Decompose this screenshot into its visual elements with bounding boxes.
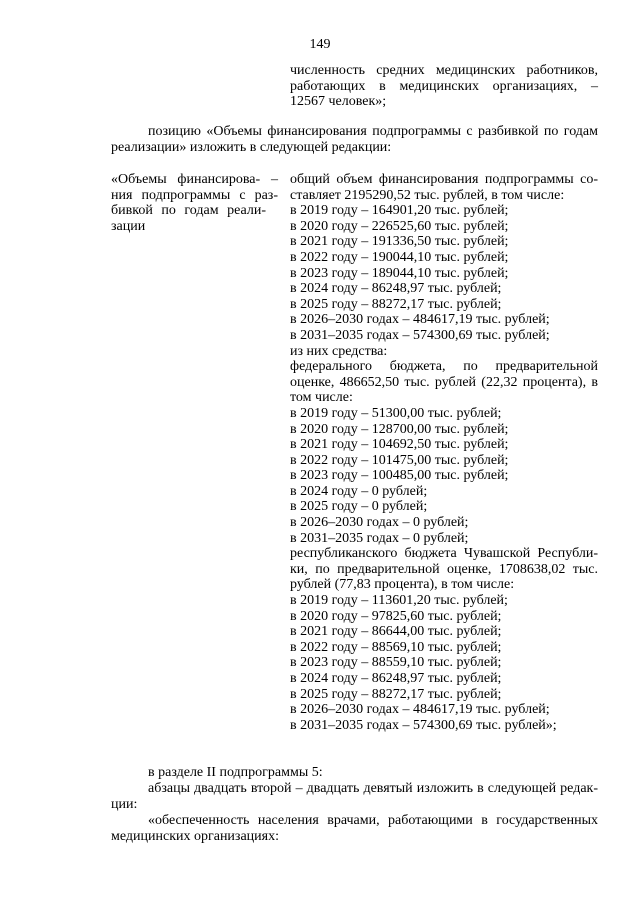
text-line: в 2025 году – 88272,17 тыс. рублей; bbox=[290, 686, 502, 702]
text-line: из них средства: bbox=[290, 343, 388, 359]
text-line: в 2023 году – 189044,10 тыс. рублей; bbox=[290, 265, 509, 281]
text-line: в 2019 году – 51300,00 тыс. рублей; bbox=[290, 405, 502, 421]
text-line: в 2019 году – 113601,20 тыс. рублей; bbox=[290, 593, 508, 609]
text-line: абзацы двадцать второй – двадцать девятый изложить в следующей редак- bbox=[148, 781, 598, 796]
text-line: оценке, 486652,50 тыс. рублей (22,32 процента), в bbox=[290, 374, 598, 390]
text-line: том числе: bbox=[290, 390, 353, 406]
text-line: в 2024 году – 86248,97 тыс. рублей; bbox=[290, 281, 502, 297]
text-line: в 2023 году – 88559,10 тыс. рублей; bbox=[290, 655, 502, 671]
text-line: в 2022 году – 101475,00 тыс. рублей; bbox=[290, 452, 509, 468]
text-line: в 2031–2035 годах – 0 рублей; bbox=[290, 530, 469, 546]
text-line: общий объем финансирования подпрограммы со- bbox=[290, 172, 598, 187]
text-line: республиканского бюджета Чувашской Республи- bbox=[290, 546, 598, 562]
text-line: в 2021 году – 104692,50 тыс. рублей; bbox=[290, 437, 509, 453]
page-number: 149 bbox=[309, 37, 331, 52]
text-line: в 2022 году – 190044,10 тыс. рублей; bbox=[290, 249, 509, 265]
abzacy-paragraph bbox=[111, 781, 598, 812]
text-line: «Объемы финансирова- – bbox=[111, 172, 278, 187]
text-line: в 2020 году – 226525,60 тыс. рублей; bbox=[290, 218, 509, 234]
text-line: в 2031–2035 годах – 574300,69 тыс. рублей; bbox=[290, 327, 550, 343]
text-line: «обеспеченность населения врачами, работающими в государственных bbox=[148, 813, 598, 828]
text-line: в 2022 году – 88569,10 тыс. рублей; bbox=[290, 639, 502, 655]
last-paragraph bbox=[111, 813, 598, 844]
table-right-column bbox=[290, 172, 598, 733]
text-line: в 2024 году – 0 рублей; bbox=[290, 483, 428, 499]
top-continuation-block bbox=[290, 63, 598, 110]
text-line: ки, по предварительной оценке, 1708638,02 тыс. bbox=[290, 561, 598, 577]
text-line: работающих в медицинских организациях, – bbox=[290, 78, 598, 94]
text-line: медицинских организациях: bbox=[111, 828, 279, 844]
text-line: численность средних медицинских работников, bbox=[290, 63, 598, 78]
text-line: ния подпрограммы с раз- bbox=[111, 187, 278, 203]
text-line: в 2021 году – 86644,00 тыс. рублей; bbox=[290, 624, 502, 640]
text-line: в 2020 году – 97825,60 тыс. рублей; bbox=[290, 608, 502, 624]
table-left-column bbox=[111, 172, 278, 234]
text-line: в 2024 году – 86248,97 тыс. рублей; bbox=[290, 671, 502, 686]
text-line: бивкой по годам реали- bbox=[111, 203, 266, 219]
intro-paragraph bbox=[111, 124, 598, 155]
text-line: 12567 человек»; bbox=[290, 94, 387, 110]
text-line: в 2020 году – 128700,00 тыс. рублей; bbox=[290, 421, 509, 437]
text-line: позицию «Объемы финансирования подпрограммы с разбивкой по годам bbox=[148, 124, 598, 139]
text-line: реализации» изложить в следующей редакции: bbox=[111, 139, 392, 155]
section-line bbox=[148, 765, 598, 781]
text-line: ции: bbox=[111, 796, 138, 812]
text-line: в 2026–2030 годах – 484617,19 тыс. рублей; bbox=[290, 312, 550, 328]
text-line: зации bbox=[111, 218, 146, 234]
text-line: в разделе II подпрограммы 5: bbox=[148, 765, 323, 780]
text-line: в 2025 году – 0 рублей; bbox=[290, 499, 428, 515]
text-line: в 2026–2030 годах – 0 рублей; bbox=[290, 515, 469, 531]
text-line: в 2025 году – 88272,17 тыс. рублей; bbox=[290, 296, 502, 312]
text-line: в 2021 году – 191336,50 тыс. рублей; bbox=[290, 234, 509, 250]
text-line: в 2023 году – 100485,00 тыс. рублей; bbox=[290, 468, 509, 484]
text-line: рублей (77,83 процента), в том числе: bbox=[290, 577, 515, 593]
text-line: в 2031–2035 годах – 574300,69 тыс. рублей»; bbox=[290, 717, 557, 733]
text-line: федерального бюджета, по предварительной bbox=[290, 359, 598, 375]
text-line: в 2019 году – 164901,20 тыс. рублей; bbox=[290, 203, 509, 219]
text-line: в 2026–2030 годах – 484617,19 тыс. рублей; bbox=[290, 702, 550, 718]
text-line: ставляет 2195290,52 тыс. рублей, в том числе: bbox=[290, 187, 565, 203]
